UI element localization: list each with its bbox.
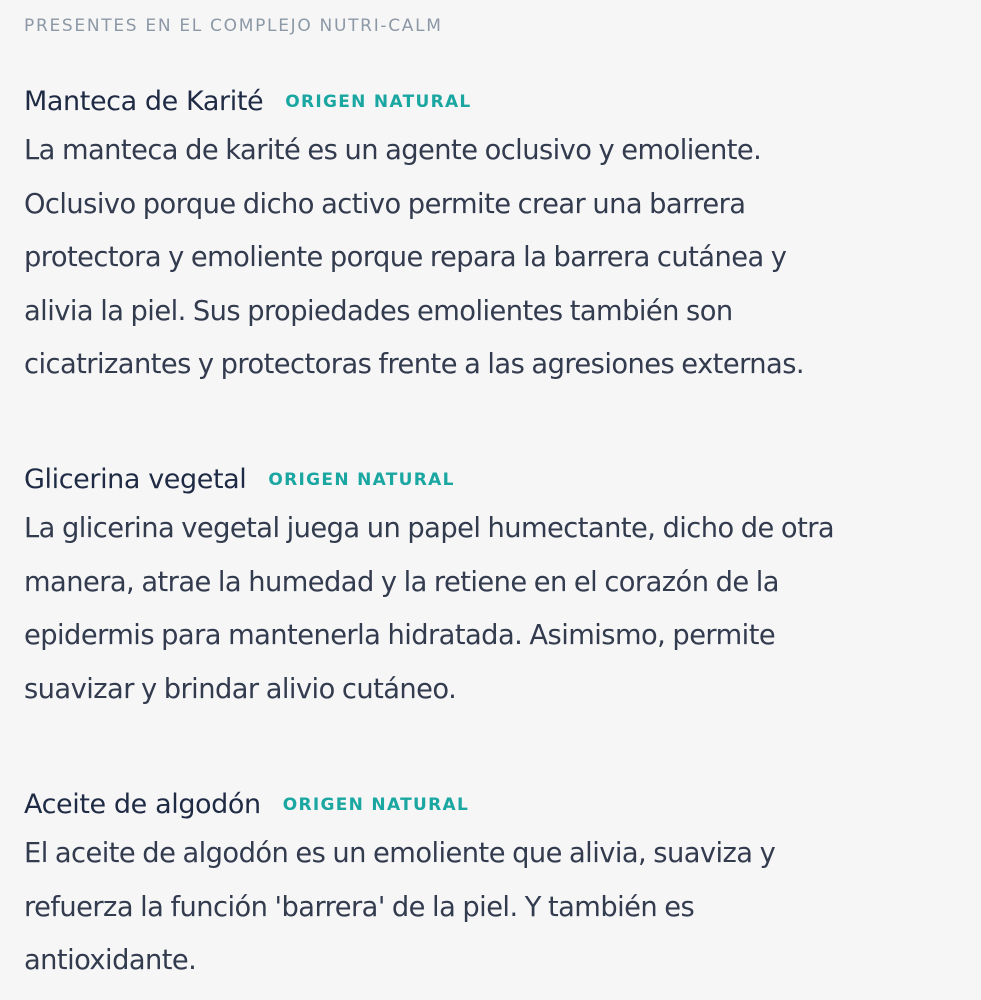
description-line: manera, atrae la humedad y la retiene en el corazón de la	[24, 566, 779, 598]
description-line: refuerza la función 'barrera' de la piel. Y también es	[24, 891, 695, 923]
description-line: suavizar y brindar alivio cutáneo.	[24, 673, 457, 705]
ingredient-block-cottonseed-oil	[24, 783, 974, 988]
description-line: cicatrizantes y protectoras frente a las agresiones externas.	[24, 349, 804, 380]
ingredient-block-vegetable-glycerin	[24, 458, 974, 716]
description-line: epidermis para mantenerla hidratada. Asimismo, permite	[24, 620, 776, 651]
description-line: alivia la piel. Sus propiedades emolientes también son	[24, 295, 733, 327]
origin-badge: ORIGEN NATURAL	[268, 470, 455, 490]
description-line: Oclusivo porque dicho activo permite crear una barrera	[24, 188, 746, 220]
origin-badge: ORIGEN NATURAL	[282, 795, 470, 815]
description-line: El aceite de algodón es un emoliente que alivia, suaviza y	[24, 838, 776, 869]
description-line: La manteca de karité es un agente oclusivo y emoliente.	[24, 135, 762, 166]
origin-badge: ORIGEN NATURAL	[285, 92, 472, 112]
ingredient-title-row	[24, 458, 974, 502]
description-line: antioxidante.	[24, 945, 197, 976]
ingredient-name: Manteca de Karité	[24, 86, 264, 117]
ingredient-block-shea-butter	[24, 80, 974, 392]
ingredient-name: Aceite de algodón	[24, 789, 261, 820]
description-line: La glicerina vegetal juega un papel humectante, dicho de otra	[24, 513, 835, 544]
ingredient-name: Glicerina vegetal	[24, 464, 247, 495]
ingredient-title-row	[24, 80, 974, 124]
ingredient-description	[24, 124, 974, 392]
description-line: protectora y emoliente porque repara la barrera cutánea y	[24, 242, 787, 273]
ingredient-title-row	[24, 783, 974, 827]
ingredient-description	[24, 502, 974, 716]
section-heading: PRESENTES EN EL COMPLEJO NUTRI-CALM	[24, 16, 443, 36]
ingredient-description	[24, 827, 974, 988]
